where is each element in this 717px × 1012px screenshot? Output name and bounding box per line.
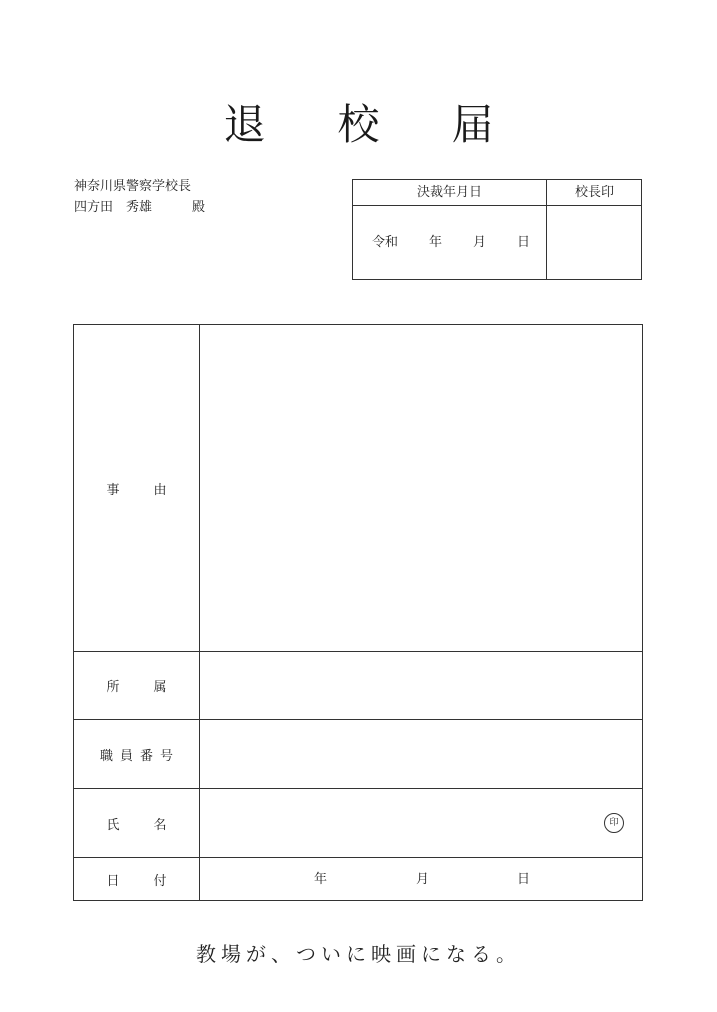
title-char-2: 校 — [337, 100, 452, 149]
decision-date-label: 決裁年月日 — [416, 185, 482, 200]
date-day-unit: 日 — [517, 872, 531, 887]
approval-day-unit: 日 — [517, 235, 531, 250]
addressee-name: 四方田 秀雄 — [74, 200, 153, 215]
staff-number-label-char: 員 — [119, 748, 133, 764]
staff-number-label-char: 号 — [160, 748, 174, 764]
name-label-char: 氏 — [106, 817, 120, 833]
approval-month-unit: 月 — [473, 235, 487, 250]
approval-era: 令和 — [372, 235, 399, 250]
page-title — [0, 92, 717, 152]
title-char-1: 退 — [223, 100, 338, 149]
affiliation-label-char: 所 — [106, 680, 120, 695]
staff-number-field[interactable] — [200, 720, 643, 788]
name-field[interactable] — [200, 789, 643, 857]
seal-mark-icon: 印 — [604, 813, 624, 833]
title-char-3: 届 — [451, 100, 566, 149]
date-field[interactable] — [200, 858, 643, 901]
affiliation-field[interactable] — [200, 652, 643, 719]
date-label — [74, 858, 199, 901]
staff-number-label-char: 職 — [99, 748, 113, 764]
date-label-char: 日 — [106, 874, 120, 889]
addressee-block — [74, 176, 205, 218]
affiliation-label — [74, 652, 199, 719]
addressee-honorific: 殿 — [192, 200, 206, 215]
addressee-line — [74, 197, 205, 218]
name-label — [74, 789, 199, 857]
name-label-char: 名 — [153, 817, 167, 833]
addressee-institution: 神奈川県警察学校長 — [74, 179, 192, 194]
approval-year-unit: 年 — [429, 235, 443, 250]
affiliation-label-char: 属 — [153, 680, 167, 695]
resignation-form — [73, 324, 643, 901]
date-year-unit: 年 — [314, 872, 328, 887]
approval-box — [352, 179, 642, 280]
reason-label-char: 由 — [153, 482, 167, 498]
date-month-unit: 月 — [416, 872, 430, 887]
staff-number-label — [74, 720, 199, 788]
reason-field[interactable] — [200, 325, 643, 651]
reason-label-char: 事 — [106, 482, 120, 498]
principal-seal-field[interactable] — [547, 206, 642, 280]
principal-seal-label: 校長印 — [574, 185, 614, 200]
slogan: 教場が、ついに映画になる。 — [196, 942, 521, 966]
reason-label — [74, 325, 199, 651]
date-label-char: 付 — [153, 874, 167, 889]
staff-number-label-char: 番 — [140, 748, 154, 764]
